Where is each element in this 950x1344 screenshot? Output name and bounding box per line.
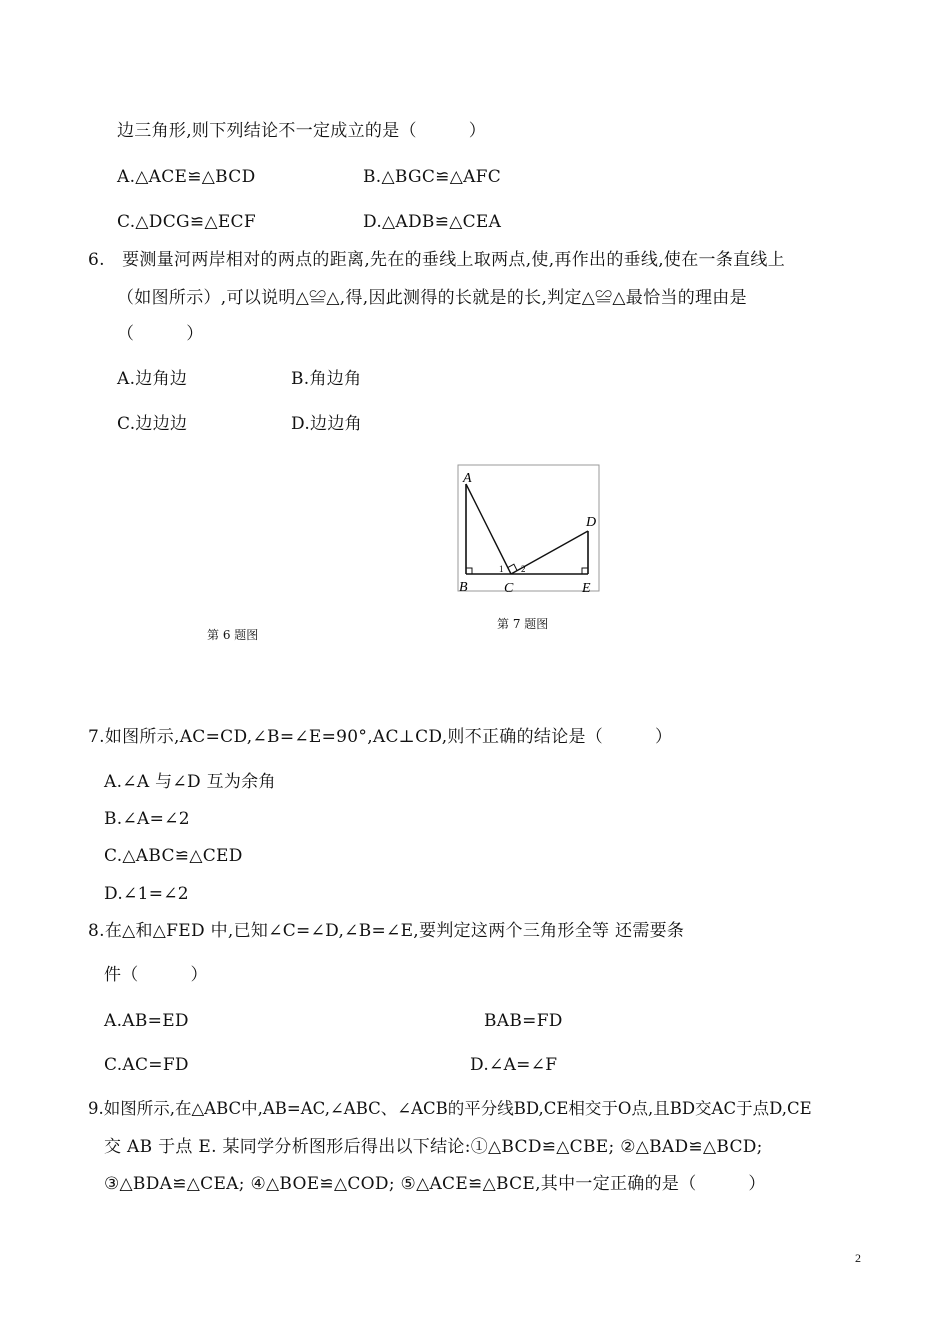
q7-option-a: A.∠A 与∠D 互为余角 <box>104 772 276 792</box>
q6-option-b: B.角边角 <box>291 369 362 389</box>
q8-stem-line2: 件（ ） <box>104 965 208 985</box>
figure-6-caption: 第 6 题图 <box>207 628 259 642</box>
q5-option-d: D.△ADB≌△CEA <box>363 212 502 232</box>
q7-option-d: D.∠1=∠2 <box>104 884 189 904</box>
right-angle-b <box>466 568 472 574</box>
figure-7 <box>455 462 603 596</box>
label-e: E <box>582 581 591 596</box>
q6-option-c: C.边边边 <box>117 414 188 434</box>
q6-option-a: A.边角边 <box>117 369 188 389</box>
q7-option-c: C.△ABC≌△CED <box>104 846 243 866</box>
q5-option-b: B.△BGC≌△AFC <box>363 167 502 187</box>
q9-stem-line2: 交 AB 于点 E. 某同学分析图形后得出以下结论:①△BCD≌△CBE; ②△BAD≌△BCD; <box>104 1137 763 1157</box>
figure-frame <box>458 465 599 591</box>
label-angle-1: 1 <box>499 564 504 574</box>
q6-option-d: D.边边角 <box>291 414 362 434</box>
q8-option-c: C.AC=FD <box>104 1055 189 1075</box>
label-b: B <box>459 580 468 595</box>
q7-stem: 7.如图所示,AC=CD,∠B=∠E=90°,AC⊥CD,则不正确的结论是（ ） <box>88 727 673 747</box>
q8-option-a: A.AB=ED <box>104 1011 189 1031</box>
label-angle-2: 2 <box>521 564 526 574</box>
right-angle-e <box>582 568 588 574</box>
q5-continuation: 边三角形,则下列结论不一定成立的是（ ） <box>117 121 487 141</box>
label-c: C <box>504 581 514 596</box>
label-d: D <box>586 515 597 530</box>
page-number: 2 <box>855 1251 861 1265</box>
segment-ac <box>466 484 511 574</box>
q6-stem-line2: （如图所示）,可以说明△≌△,得,因此测得的长就是的长,判定△≌△最恰当的理由是 <box>117 288 747 308</box>
q8-stem-line1: 8.在△和△FED 中,已知∠C=∠D,∠B=∠E,要判定这两个三角形全等 还需要条 <box>88 921 685 941</box>
q6-stem-line3: （ ） <box>117 324 204 344</box>
q8-option-d: D.∠A=∠F <box>470 1055 558 1075</box>
q7-option-b: B.∠A=∠2 <box>104 809 190 829</box>
q5-option-a: A.△ACE≌△BCD <box>117 167 256 187</box>
q8-option-b: BAB=FD <box>484 1011 563 1031</box>
q6-stem-line1: 6. 要测量河两岸相对的两点的距离,先在的垂线上取两点,使,再作出的垂线,使在一条直线上 <box>88 250 786 270</box>
q5-option-c: C.△DCG≌△ECF <box>117 212 256 232</box>
label-a: A <box>463 471 472 486</box>
q9-stem-line3: ③△BDA≌△CEA; ④△BOE≌△COD; ⑤△ACE≌△BCE,其中一定正确的是（ ） <box>104 1174 766 1194</box>
q9-stem-line1: 9.如图所示,在△ABC中,AB=AC,∠ABC、∠ACB的平分线BD,CE相交于O点,且BD交AC于点D,CE <box>88 1099 812 1118</box>
figure-7-caption: 第 7 题图 <box>497 617 549 631</box>
